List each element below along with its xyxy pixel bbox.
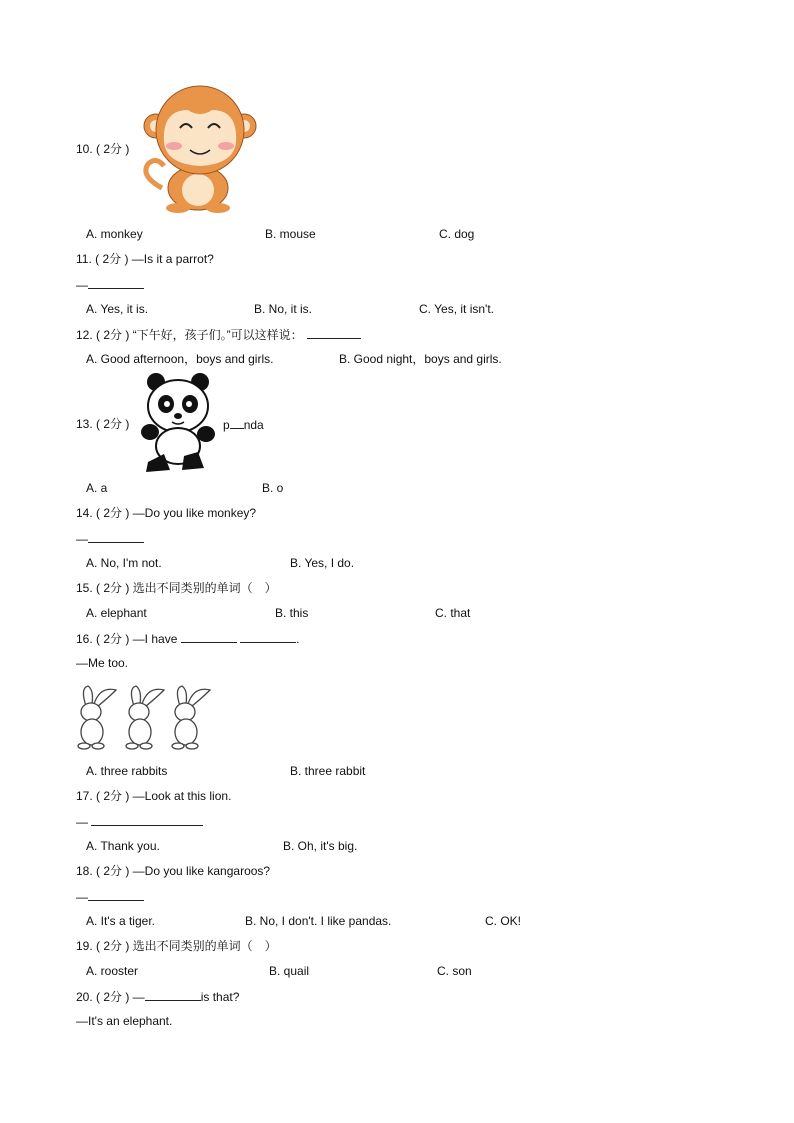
q12-header: 12. ( 2分 ) “下午好，孩子们。”可以这样说： bbox=[76, 328, 303, 342]
q15-option-b: B. this bbox=[275, 606, 309, 620]
q16-header: 16. ( 2分 ) —I have bbox=[76, 632, 178, 646]
q18-header: 18. ( 2分 ) —Do you like kangaroos? bbox=[76, 864, 271, 878]
answer-blank bbox=[88, 531, 144, 543]
answer-blank bbox=[91, 814, 203, 826]
q20-reply: —It's an elephant. bbox=[76, 1014, 173, 1028]
q10-option-a: A. monkey bbox=[86, 227, 143, 241]
answer-dash: — bbox=[76, 890, 88, 904]
panda-picture bbox=[140, 370, 216, 474]
q15-option-c: C. that bbox=[435, 606, 471, 620]
q14-answer-line bbox=[76, 531, 144, 546]
q20-header-start: 20. ( 2分 ) — bbox=[76, 990, 145, 1004]
answer-blank bbox=[88, 889, 144, 901]
q13-header: 13. ( 2分 ) bbox=[76, 417, 130, 431]
monkey-picture bbox=[138, 80, 260, 214]
word-start: p bbox=[223, 418, 230, 432]
q16-header-end: . bbox=[296, 632, 300, 646]
answer-dash: — bbox=[76, 532, 88, 546]
q10-option-c: C. dog bbox=[439, 227, 475, 241]
q18-option-a: A. It's a tiger. bbox=[86, 914, 155, 928]
q12-option-a: A. Good afternoon，boys and girls. bbox=[86, 352, 274, 366]
q12-header-line bbox=[76, 327, 361, 342]
q13-option-b: B. o bbox=[262, 481, 284, 495]
answer-blank bbox=[307, 327, 361, 339]
q19-option-b: B. quail bbox=[269, 964, 310, 978]
q11-option-a: A. Yes, it is. bbox=[86, 302, 149, 316]
q14-option-a: A. No, I'm not. bbox=[86, 556, 162, 570]
q17-option-a: A. Thank you. bbox=[86, 839, 160, 853]
answer-blank bbox=[145, 989, 201, 1001]
q16-option-b: B. three rabbit bbox=[290, 764, 366, 778]
q11-option-b: B. No, it is. bbox=[254, 302, 313, 316]
q20-header-end: is that? bbox=[200, 990, 240, 1004]
q15-option-a: A. elephant bbox=[86, 606, 147, 620]
q10-header: 10. ( 2分 ) bbox=[76, 142, 130, 156]
q17-header: 17. ( 2分 ) —Look at this lion. bbox=[76, 789, 232, 803]
q19-option-a: A. rooster bbox=[86, 964, 139, 978]
word-end: nda bbox=[243, 418, 264, 432]
q11-header: 11. ( 2分 ) —Is it a parrot? bbox=[76, 252, 214, 266]
q11-answer-line bbox=[76, 277, 144, 292]
q16-reply: —Me too. bbox=[76, 656, 129, 670]
q16-option-a: A. three rabbits bbox=[86, 764, 168, 778]
q19-header: 19. ( 2分 ) 选出不同类别的单词（ ） bbox=[76, 939, 277, 953]
q16-header-line bbox=[76, 631, 299, 646]
q18-option-b: B. No, I don't. I like pandas. bbox=[245, 914, 392, 928]
answer-dash: — bbox=[76, 815, 88, 829]
answer-blank-2 bbox=[240, 631, 296, 643]
word-blank bbox=[230, 417, 244, 429]
q12-option-b: B. Good night，boys and girls. bbox=[339, 352, 502, 366]
answer-blank bbox=[88, 277, 144, 289]
q11-option-c: C. Yes, it isn't. bbox=[419, 302, 494, 316]
q15-header: 15. ( 2分 ) 选出不同类别的单词（ ） bbox=[76, 581, 277, 595]
three-rabbits-picture bbox=[74, 684, 220, 750]
answer-blank-1 bbox=[181, 631, 237, 643]
q20-header-line bbox=[76, 989, 239, 1004]
q18-answer-line bbox=[76, 889, 144, 904]
q18-option-c: C. OK! bbox=[485, 914, 522, 928]
answer-dash: — bbox=[76, 278, 88, 292]
q17-answer-line bbox=[76, 814, 203, 829]
q19-option-c: C. son bbox=[437, 964, 472, 978]
q10-option-b: B. mouse bbox=[265, 227, 316, 241]
q17-option-b: B. Oh, it's big. bbox=[283, 839, 358, 853]
q14-option-b: B. Yes, I do. bbox=[290, 556, 355, 570]
q14-header: 14. ( 2分 ) —Do you like monkey? bbox=[76, 506, 257, 520]
q13-option-a: A. a bbox=[86, 481, 108, 495]
q13-word bbox=[223, 417, 264, 432]
